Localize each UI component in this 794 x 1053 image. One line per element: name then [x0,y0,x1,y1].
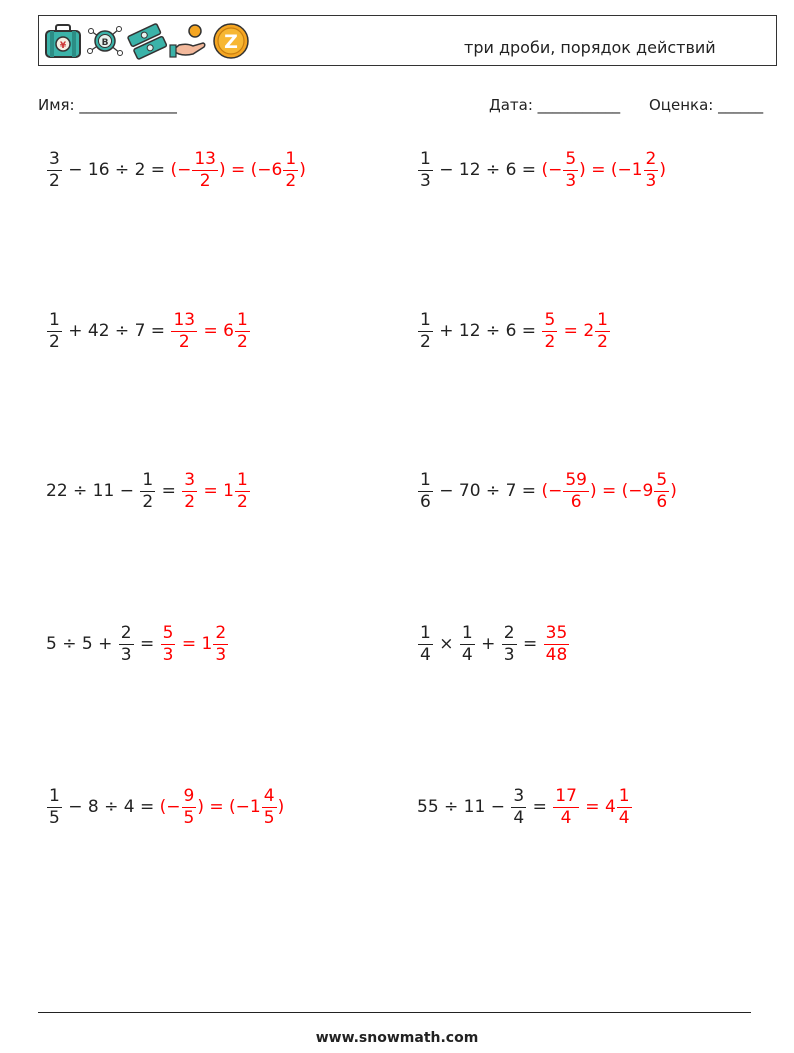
footer-url: www.snowmath.com [315,1030,479,1046]
denominator: 3 [215,644,227,665]
expression-text: = 2 [558,321,595,341]
fraction [47,148,62,191]
expression-text: = 6 [198,321,234,341]
expression-text: ) = (−9 [589,481,654,501]
numerator: 2 [645,148,657,169]
denominator: 48 [545,644,568,665]
expression-text: (− [541,481,563,501]
denominator: 6 [420,491,431,512]
answer [159,785,285,828]
fraction [235,469,250,512]
denominator: 3 [120,644,132,665]
fraction [119,622,134,665]
fraction [192,148,218,191]
fraction [418,148,433,191]
svg-text:¥: ¥ [59,41,67,51]
denominator: 4 [513,807,525,828]
fraction [553,785,579,828]
expression-text: ) = (−1 [197,797,261,817]
denominator: 5 [183,807,195,828]
name-field-label: Имя: _____________ [38,96,177,114]
denominator: 3 [162,644,174,665]
fraction [418,309,433,352]
numerator: 1 [618,785,630,806]
numerator: 1 [420,309,431,330]
denominator: 2 [49,170,60,191]
denominator: 3 [645,170,657,191]
zcoin-icon [211,21,251,61]
expression-text: + 12 ÷ 6 = [433,321,542,341]
expression-text: − 12 ÷ 6 = [433,160,542,180]
problem-3 [46,306,251,356]
denominator: 2 [142,491,154,512]
fraction [262,785,277,828]
expression-text: = [156,481,182,501]
expression-text: 22 ÷ 11 − [46,481,140,501]
problem-8 [417,619,570,669]
fraction [502,622,517,665]
expression-text: ) = (−6 [218,160,283,180]
fraction [140,469,155,512]
fraction [542,309,557,352]
problem-2 [417,145,666,195]
expression-text: (− [541,160,563,180]
fraction [595,309,610,352]
fraction [418,622,433,665]
expression-text: = [517,634,543,654]
denominator: 3 [565,170,577,191]
problem-4 [417,306,611,356]
fraction [161,622,176,665]
numerator: 1 [142,469,154,490]
expression-text: − 8 ÷ 4 = [62,797,160,817]
problem-10 [417,782,633,832]
expression-text: = 1 [176,634,213,654]
denominator: 2 [420,331,431,352]
fraction [418,469,433,512]
answer [181,469,251,512]
question [46,309,171,352]
grade-field-label: Оценка: ______ [649,96,764,114]
fraction [213,622,228,665]
numerator: 1 [461,622,473,643]
numerator: 2 [503,622,515,643]
denominator: 6 [570,491,582,512]
question [417,309,542,352]
numerator: 1 [49,309,60,330]
expression-text: (− [170,160,192,180]
svg-text:B: B [101,38,109,48]
denominator: 4 [461,644,473,665]
numerator: 13 [194,148,216,169]
denominator: 6 [656,491,668,512]
fraction [544,622,570,665]
numerator: 3 [513,785,525,806]
numerator: 1 [236,309,248,330]
fraction [460,622,475,665]
denominator: 2 [199,170,211,191]
denominator: 2 [544,331,556,352]
fraction [617,785,632,828]
numerator: 1 [236,469,248,490]
numerator: 1 [420,469,431,490]
fraction [644,148,659,191]
header-icons [43,21,251,61]
numerator: 3 [49,148,60,169]
answer [543,622,571,665]
denominator: 2 [49,331,60,352]
answer [541,469,677,512]
denominator: 2 [597,331,608,352]
expression-text: = 1 [198,481,234,501]
numerator: 1 [285,148,297,169]
question [417,148,542,191]
expression-text: 55 ÷ 11 − [417,797,511,817]
numerator: 2 [215,622,227,643]
expression-text: = 4 [579,797,616,817]
expression-text: ) [277,797,285,817]
fraction [235,309,250,352]
medkit-icon [43,21,83,61]
denominator: 2 [236,331,248,352]
question [46,469,182,512]
denominator: 4 [618,807,630,828]
fraction [511,785,526,828]
denominator: 2 [285,170,297,191]
fraction [182,785,197,828]
denominator: 5 [263,807,275,828]
fraction [283,148,298,191]
footer-divider [38,1012,751,1013]
denominator: 5 [49,807,60,828]
expression-text: = [527,797,553,817]
fraction [563,148,578,191]
expression-text: + [475,634,501,654]
answer [541,309,611,352]
numerator: 3 [184,469,196,490]
expression-text: − 16 ÷ 2 = [62,160,171,180]
numerator: 1 [597,309,608,330]
header-box [38,15,777,66]
problem-7 [46,619,229,669]
numerator: 5 [565,148,577,169]
question [417,622,543,665]
numerator: 13 [173,309,196,330]
numerator: 5 [656,469,668,490]
denominator: 4 [420,644,431,665]
question [417,469,542,512]
numerator: 1 [49,785,60,806]
expression-text: ) [299,160,306,180]
answer [160,622,230,665]
numerator: 1 [420,148,431,169]
numerator: 35 [545,622,568,643]
expression-text: + 42 ÷ 7 = [62,321,171,341]
problem-9 [46,782,284,832]
problem-5 [46,466,251,516]
problem-6 [417,466,677,516]
expression-text: ) = (−1 [579,160,643,180]
fraction [171,309,197,352]
numerator: 17 [555,785,577,806]
fraction [182,469,197,512]
expression-text: = [134,634,160,654]
numerator: 5 [162,622,174,643]
numerator: 59 [565,469,587,490]
numerator: 4 [263,785,275,806]
numerator: 1 [420,622,431,643]
fraction [47,785,62,828]
money-roll-icon [127,21,167,61]
svg-text:Z: Z [224,31,238,53]
numerator: 2 [120,622,132,643]
fraction [47,309,62,352]
expression-text: ) [670,481,677,501]
numerator: 9 [183,785,195,806]
question [46,785,160,828]
fraction [563,469,589,512]
expression-text: 5 ÷ 5 + [46,634,118,654]
question [46,622,160,665]
fraction [654,469,669,512]
problem-1 [46,145,306,195]
answer [541,148,667,191]
denominator: 3 [503,644,515,665]
answer [170,309,250,352]
hand-coin-icon [169,21,209,61]
denominator: 2 [178,331,190,352]
denominator: 2 [236,491,248,512]
expression-text: (− [159,797,181,817]
numerator: 5 [544,309,556,330]
answer [552,785,632,828]
expression-text: × [433,634,459,654]
worksheet-title: три дроби, порядок действий [464,38,716,57]
expression-text: ) [659,160,667,180]
denominator: 4 [560,807,572,828]
question [46,148,171,191]
date-field-label: Дата: ___________ [489,96,621,114]
coin-network-icon [85,21,125,61]
denominator: 3 [420,170,431,191]
expression-text: − 70 ÷ 7 = [433,481,542,501]
question [417,785,553,828]
denominator: 2 [184,491,196,512]
answer [170,148,306,191]
